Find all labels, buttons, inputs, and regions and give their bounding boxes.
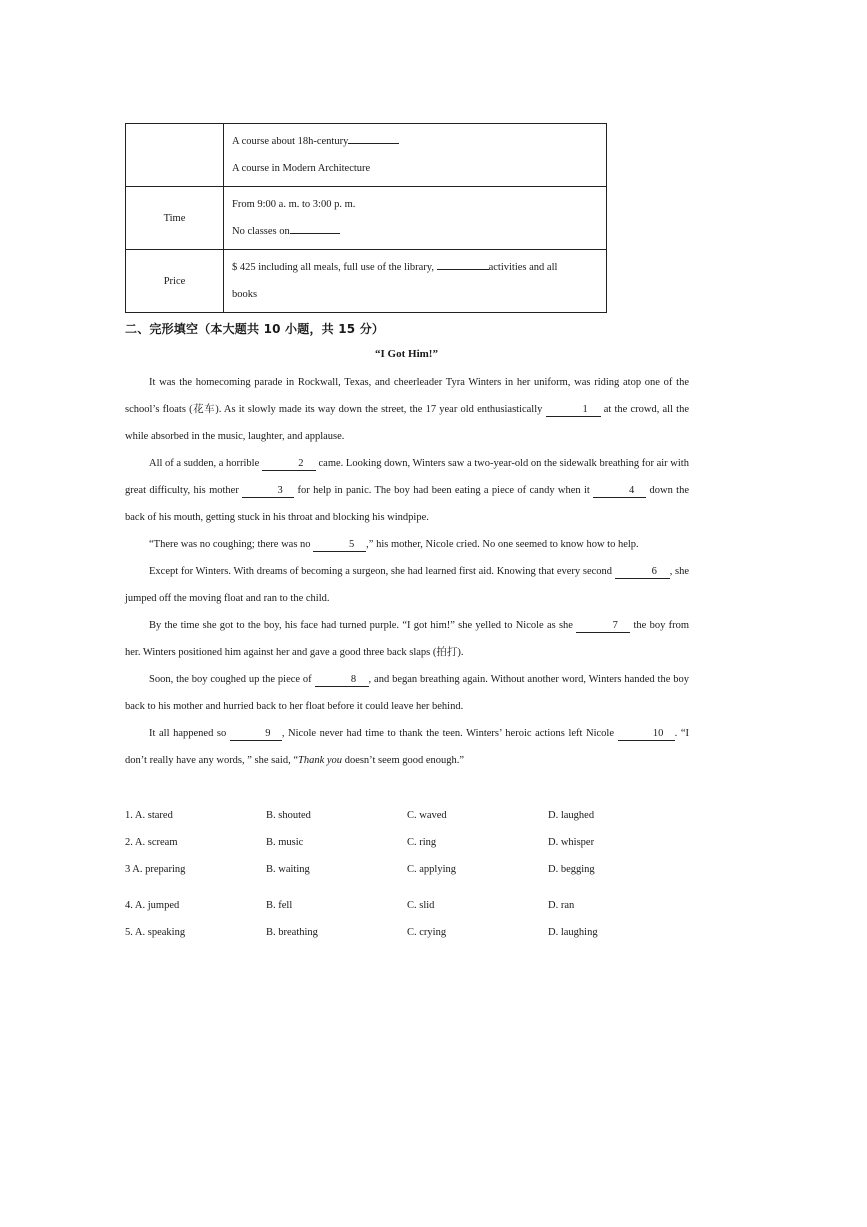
course-line-2: A course in Modern Architecture [232, 163, 371, 174]
row-label-time: Time [126, 187, 224, 250]
paragraph [125, 666, 689, 720]
option-a: 3 A. preparing [125, 864, 186, 875]
fill-blank-line [290, 222, 340, 234]
passage-text: Soon, the boy coughed up the piece of [149, 674, 315, 685]
passage-text: at the crowd, all the while absorbed in the music, laughter, and applause. [125, 404, 689, 442]
fill-blank-line [437, 258, 489, 270]
time-line-2: No classes on [232, 226, 290, 237]
price-line-2: books [232, 289, 258, 300]
option-d: D. laughed [548, 810, 595, 821]
blank-3: 3 [242, 484, 294, 498]
answer-options [125, 802, 725, 946]
table-row [126, 124, 607, 187]
option-d: D. begging [548, 864, 595, 875]
table-row [126, 187, 607, 250]
row-label-course [126, 124, 224, 187]
blank-1: 1 [546, 403, 601, 417]
blank-2: 2 [262, 457, 316, 471]
option-row-2 [125, 829, 725, 856]
row-content-time [224, 187, 607, 250]
blank-10: 10 [618, 727, 675, 741]
paragraph [125, 531, 689, 558]
course-line-1: A course about 18h-century [232, 136, 349, 147]
row-content-price [224, 250, 607, 313]
option-b: B. breathing [266, 927, 318, 938]
blank-5: 5 [313, 538, 366, 552]
blank-6: 6 [615, 565, 670, 579]
option-b: B. fell [266, 900, 293, 911]
option-a: 1. A. stared [125, 810, 173, 821]
paragraph [125, 720, 689, 774]
passage-text: All of a sudden, a horrible [149, 458, 262, 469]
paragraph [125, 450, 689, 531]
blank-4: 4 [593, 484, 646, 498]
paragraph [125, 369, 689, 450]
paragraph [125, 612, 689, 666]
blank-7: 7 [576, 619, 630, 633]
table-row [126, 250, 607, 313]
option-a: 5. A. speaking [125, 927, 186, 938]
passage-italic-text: Thank you [298, 755, 343, 766]
row-content-course [224, 124, 607, 187]
time-line-1: From 9:00 a. m. to 3:00 p. m. [232, 199, 356, 210]
passage-text: It all happened so [149, 728, 230, 739]
option-d: D. whisper [548, 837, 595, 848]
option-b: B. music [266, 837, 304, 848]
option-c: C. slid [407, 900, 435, 911]
option-c: C. waved [407, 810, 447, 821]
section-heading: 二、完形填空（本大题共 10 小题，共 15 分） [125, 322, 385, 336]
blank-9: 9 [230, 727, 282, 741]
price-line-1-start: $ 425 including all meals, full use of the library, [232, 262, 437, 273]
passage-text: down the back of his mouth, getting stuck in his throat and blocking his windpipe. [125, 485, 690, 523]
passage-text: , Nicole never had time to thank the teen. Winters’ heroic actions left Nicole [281, 728, 618, 739]
passage-text: ,” his mother, Nicole cried. No one seemed to know how to help. [366, 539, 639, 550]
passage-text: the boy from her. Winters positioned him against her and gave a good three back slaps (拍打). [125, 620, 689, 658]
passage-text: came. Looking down, Winters saw a two-year-old on the sidewalk breathing for air with great difficulty, his mother [125, 458, 689, 496]
option-c: C. applying [407, 864, 456, 875]
blank-8: 8 [315, 673, 369, 687]
option-row-4 [125, 892, 725, 919]
passage-text: , she jumped off the moving float and ran to the child. [125, 566, 689, 604]
option-c: C. ring [407, 837, 437, 848]
option-d: D. laughing [548, 927, 598, 938]
option-row-1 [125, 802, 725, 829]
passage-text: , and began breathing again. Without another word, Winters handed the boy back to his mother and hurried back to her float before it could leave her behind. [125, 674, 689, 712]
option-row-3 [125, 856, 725, 883]
option-c: C. crying [407, 927, 447, 938]
course-info-table [125, 123, 607, 313]
option-a: 4. A. jumped [125, 900, 180, 911]
passage-text: Except for Winters. With dreams of becoming a surgeon, she had learned first aid. Knowing that every second [149, 566, 615, 577]
passage-text: . “I don’t really have any words, ” she said, “ [125, 728, 689, 766]
passage-text: By the time she got to the boy, his face had turned purple. “I got him!” she yelled to Nicole as she [149, 620, 577, 631]
row-label-price: Price [126, 250, 224, 313]
passage-text: It was the homecoming parade in Rockwall, Texas, and cheerleader Tyra Winters in her uniform, was riding atop one of the school’s floats (花车). As it slowly made its way down the street, the 17 year old enthusiastically [125, 377, 689, 415]
passage-text: for help in panic. The boy had been eating a piece of candy when it [294, 485, 594, 496]
option-b: B. shouted [266, 810, 311, 821]
cloze-passage [125, 369, 689, 774]
paragraph [125, 558, 689, 612]
passage-text: doesn’t seem good enough.” [342, 755, 465, 766]
price-line-1-end: activities and all [488, 262, 558, 273]
fill-blank-line [348, 132, 399, 144]
option-row-5 [125, 919, 725, 946]
option-d: D. ran [548, 900, 575, 911]
passage-text: “There was no coughing; there was no [149, 539, 314, 550]
option-a: 2. A. scream [125, 837, 178, 848]
option-b: B. waiting [266, 864, 310, 875]
passage-title: “I Got Him!” [375, 348, 438, 360]
